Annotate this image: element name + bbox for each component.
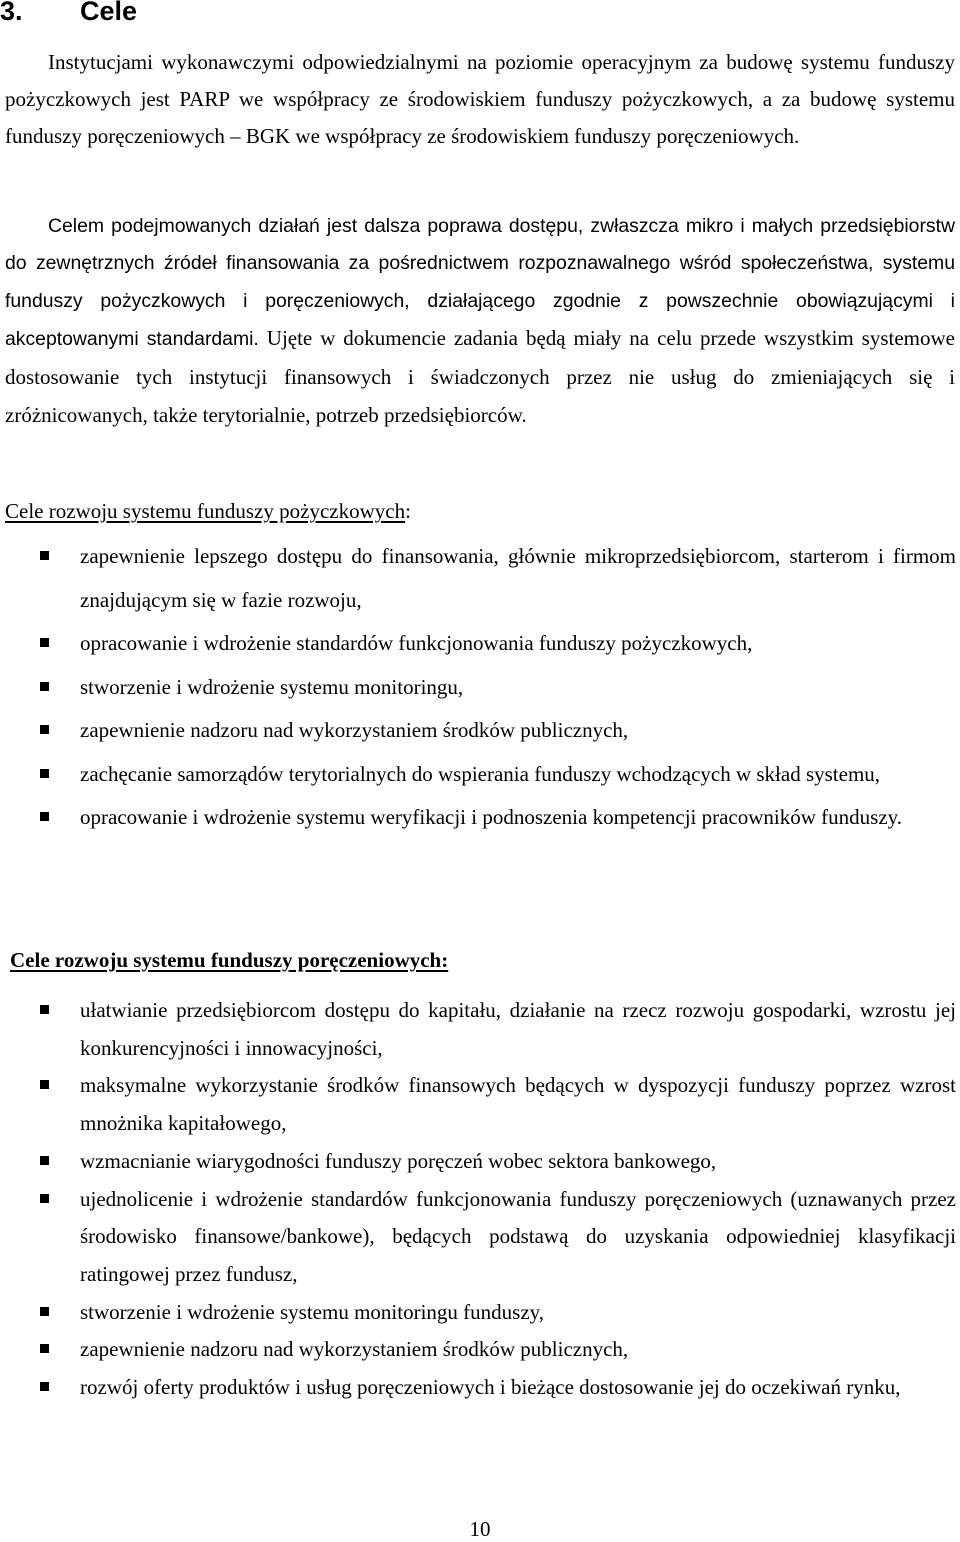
guarantee-goal-item bbox=[0, 992, 956, 1067]
bullet-square-icon bbox=[40, 1307, 49, 1316]
bullet-square-icon bbox=[40, 551, 49, 560]
bullet-square-icon bbox=[40, 812, 49, 821]
loan-goal-item bbox=[0, 796, 956, 840]
bullet-square-icon bbox=[40, 1156, 49, 1165]
loan-goal-text: zachęcanie samorządów terytorialnych do wspierania funduszy wchodzących w skład systemu, bbox=[80, 761, 881, 786]
guarantee-goal-item bbox=[0, 1067, 956, 1142]
loan-goal-item bbox=[0, 709, 956, 753]
bullet-square-icon bbox=[40, 725, 49, 734]
guarantee-goal-text: wzmacnianie wiarygodności funduszy poręczeń wobec sektora bankowego, bbox=[80, 1148, 717, 1173]
guarantee-goals-list bbox=[0, 992, 956, 1407]
intro-paragraph: Instytucjami wykonawczymi odpowiedzialnymi na poziomie operacyjnym za budowę systemu funduszy pożyczkowych jest PARP we współpracy ze środowiskiem funduszy pożyczkowych, a za budowę systemu funduszy poręczeniowych – BGK we współpracy ze środowiskiem funduszy poręczeniowych. bbox=[5, 50, 955, 149]
bullet-square-icon bbox=[40, 1194, 49, 1203]
guarantee-goal-text: rozwój oferty produktów i usług poręczeniowych i bieżące dostosowanie jej do oczekiwań rynku, bbox=[80, 1375, 901, 1400]
loan-goal-text: opracowanie i wdrożenie standardów funkcjonowania funduszy pożyczkowych, bbox=[80, 631, 753, 655]
loan-goal-text: zapewnienie nadzoru nad wykorzystaniem środków publicznych, bbox=[80, 718, 629, 742]
section-heading bbox=[0, 0, 940, 28]
loan-goals-list bbox=[0, 535, 956, 840]
guarantee-goals-heading-text: Cele rozwoju systemu funduszy poręczeniowych: bbox=[10, 948, 449, 972]
section-number: 3. bbox=[0, 0, 23, 26]
loan-goals-heading-colon: : bbox=[405, 499, 411, 523]
loan-goals-heading bbox=[5, 497, 411, 525]
bullet-square-icon bbox=[40, 638, 49, 647]
guarantee-goal-text: stworzenie i wdrożenie systemu monitoringu funduszy, bbox=[80, 1299, 545, 1324]
loan-goal-text: opracowanie i wdrożenie systemu weryfikacji i podnoszenia kompetencji pracowników funduszy. bbox=[80, 805, 903, 829]
goal-paragraph bbox=[5, 208, 955, 435]
loan-goal-item bbox=[0, 622, 956, 666]
guarantee-goal-item bbox=[0, 1143, 956, 1181]
guarantee-goal-item bbox=[0, 1294, 956, 1332]
guarantee-goal-text: zapewnienie nadzoru nad wykorzystaniem środków publicznych, bbox=[80, 1337, 629, 1362]
guarantee-goal-item bbox=[0, 1369, 956, 1407]
guarantee-goal-item bbox=[0, 1331, 956, 1369]
loan-goals-heading-text: Cele rozwoju systemu funduszy pożyczkowych bbox=[5, 499, 406, 523]
bullet-square-icon bbox=[40, 1080, 49, 1089]
section-title: Cele bbox=[80, 0, 138, 26]
loan-goal-item bbox=[0, 666, 956, 710]
guarantee-goal-text: maksymalne wykorzystanie środków finansowych będących w dyspozycji funduszy poprzez wzrost mnożnika kapitałowego, bbox=[80, 1073, 956, 1136]
guarantee-goals-heading bbox=[10, 946, 448, 974]
loan-goal-text: stworzenie i wdrożenie systemu monitoringu, bbox=[80, 674, 464, 699]
bullet-square-icon bbox=[40, 769, 49, 778]
bullet-square-icon bbox=[40, 682, 49, 691]
guarantee-goal-text: ujednolicenie i wdrożenie standardów funkcjonowania funduszy poręczeniowych (uznawanych przez środowisko finansowe/bankowe), będących podstawą do uzyskania odpowiedniej klasyfikacji ratingowej przez fundusz, bbox=[80, 1186, 956, 1286]
guarantee-goal-item bbox=[0, 1181, 956, 1294]
bullet-square-icon bbox=[40, 1005, 49, 1014]
goal-paragraph-part1: Celem podejmowanych działań jest dalsza poprawa dostępu, zwłaszcza mikro i małych przedsiębiorstw do zewnętrznych źródeł finansowania za pośrednictwem rozpoznawalnego wśród społeczeństwa, systemu funduszy pożyczkowych i poręczeniowych, działającego zgodnie z powszechnie obowiązującymi i akceptowanymi standardami. bbox=[5, 215, 955, 351]
guarantee-goal-text: ułatwianie przedsiębiorcom dostępu do kapitału, działanie na rzecz rozwoju gospodarki, wzrostu jej konkurencyjności i innowacyjności, bbox=[80, 998, 956, 1060]
goal-paragraph-part2: Ujęte w dokumencie zadania będą miały na celu przede wszystkim systemowe dostosowanie tych instytucji finansowych i świadczonych przez nie usług do zmieniających się i zróżnicowanych, także terytorialnie, potrzeb przedsiębiorców. bbox=[5, 326, 956, 428]
loan-goal-text: zapewnienie lepszego dostępu do finansowania, głównie mikroprzedsiębiorcom, starterom i firmom znajdującym się w fazie rozwoju, bbox=[80, 544, 956, 612]
bullet-square-icon bbox=[40, 1344, 49, 1353]
loan-goal-item bbox=[0, 535, 956, 622]
page-number: 10 bbox=[469, 1517, 491, 1541]
bullet-square-icon bbox=[40, 1382, 49, 1391]
loan-goal-item bbox=[0, 753, 956, 797]
